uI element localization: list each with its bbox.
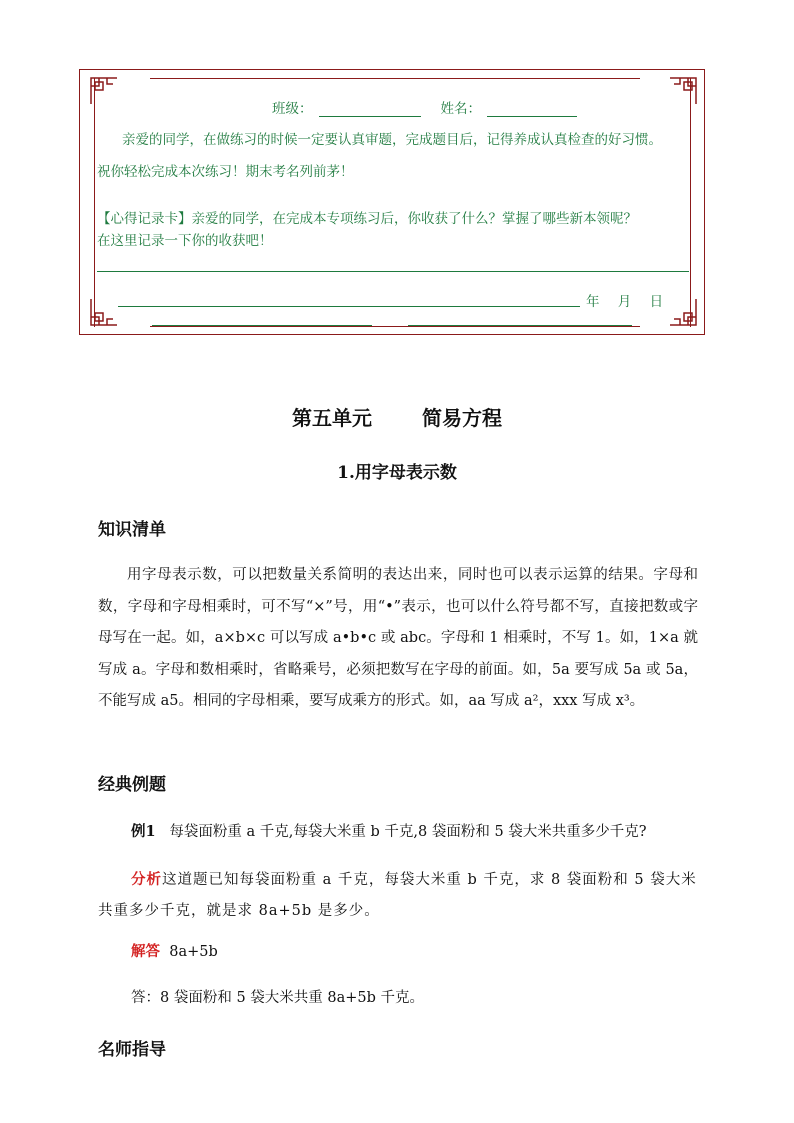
analysis-block: [98, 864, 698, 927]
analysis-label: 分析: [131, 871, 162, 888]
record-bottom-line-left[interactable]: [152, 325, 372, 326]
greeting-line-1: 亲爱的同学，在做练习的时候一定要认真审题，完成题目后，记得养成认真检查的好习惯。: [122, 132, 662, 148]
date-row: [586, 290, 677, 310]
unit-title-name: 简易方程: [422, 406, 502, 430]
name-field[interactable]: [487, 102, 577, 117]
record-date-line[interactable]: [118, 306, 580, 307]
analysis-text: 这道题已知每袋面粉重 a 千克，每袋大米重 b 千克，求 8 袋面粉和 5 袋大米共重多少千克，就是求 8a+5b 是多少。: [98, 872, 697, 919]
example-question: 每袋面粉重 a 千克,每袋大米重 b 千克,8 袋面粉和 5 袋大米共重多少千克?: [169, 824, 647, 840]
record-prompt-line-2: 在这里记录一下你的收获吧！: [97, 233, 273, 249]
corner-ornament-top-right: [666, 74, 700, 108]
section-heading-examples: 经典例题: [98, 775, 166, 795]
corner-ornament-bottom-left: [87, 295, 121, 329]
date-year: 年: [586, 294, 600, 310]
answer-value: 8a+5b: [169, 944, 218, 960]
class-name-row: [272, 97, 577, 117]
class-field[interactable]: [319, 102, 421, 117]
knowledge-paragraph: [98, 560, 698, 718]
date-month: 月: [617, 294, 632, 310]
frame-bottom-rule: [150, 326, 640, 327]
corner-ornament-top-left: [87, 74, 121, 108]
example-label: 例1: [131, 823, 156, 840]
lesson-title: 1.用字母表示数: [337, 463, 457, 483]
unit-title-number: 第五单元: [292, 406, 372, 430]
record-bottom-line-right[interactable]: [408, 325, 632, 326]
answer-row: [131, 940, 218, 961]
knowledge-text: 用字母表示数，可以把数量关系简明的表达出来，同时也可以表示运算的结果。字母和数，字母和字母相乘时，可不写“×”号，用“•”表示，也可以什么符号都不写，直接把数或字母写在一起。如，a×b×c 可以写成 a•b•c 或 abc。字母和 1 相乘时，不写 1。如，1×a 就写成 a。字母和数相乘时，省略乘号，必须把数写在字母的前面。如，5a 要写成 5a 或 5a，不能写成 a5。相同的字母相乘，要写成乘方的形式。如，aa 写成 a²，xxx 写成 x³。: [98, 567, 698, 709]
answer-sentence: 答：8 袋面粉和 5 袋大米共重 8a+5b 千克。: [131, 990, 425, 1006]
record-prompt-line-1: 【心得记录卡】亲爱的同学，在完成本专项练习后，你收获了什么？掌握了哪些新本领呢？: [97, 211, 637, 227]
unit-title: [0, 402, 794, 431]
section-heading-knowledge: 知识清单: [98, 520, 166, 540]
date-day: 日: [649, 294, 664, 310]
answer-label: 解答: [131, 943, 160, 960]
name-label: 姓名：: [440, 101, 481, 117]
section-heading-guidance: 名师指导: [98, 1040, 166, 1060]
record-writing-line[interactable]: [97, 271, 689, 272]
greeting-line-2: 祝你轻松完成本次练习！期末考名列前茅！: [97, 164, 354, 180]
class-label: 班级：: [272, 101, 313, 117]
frame-top-rule: [150, 78, 640, 79]
example-1: [131, 820, 647, 841]
